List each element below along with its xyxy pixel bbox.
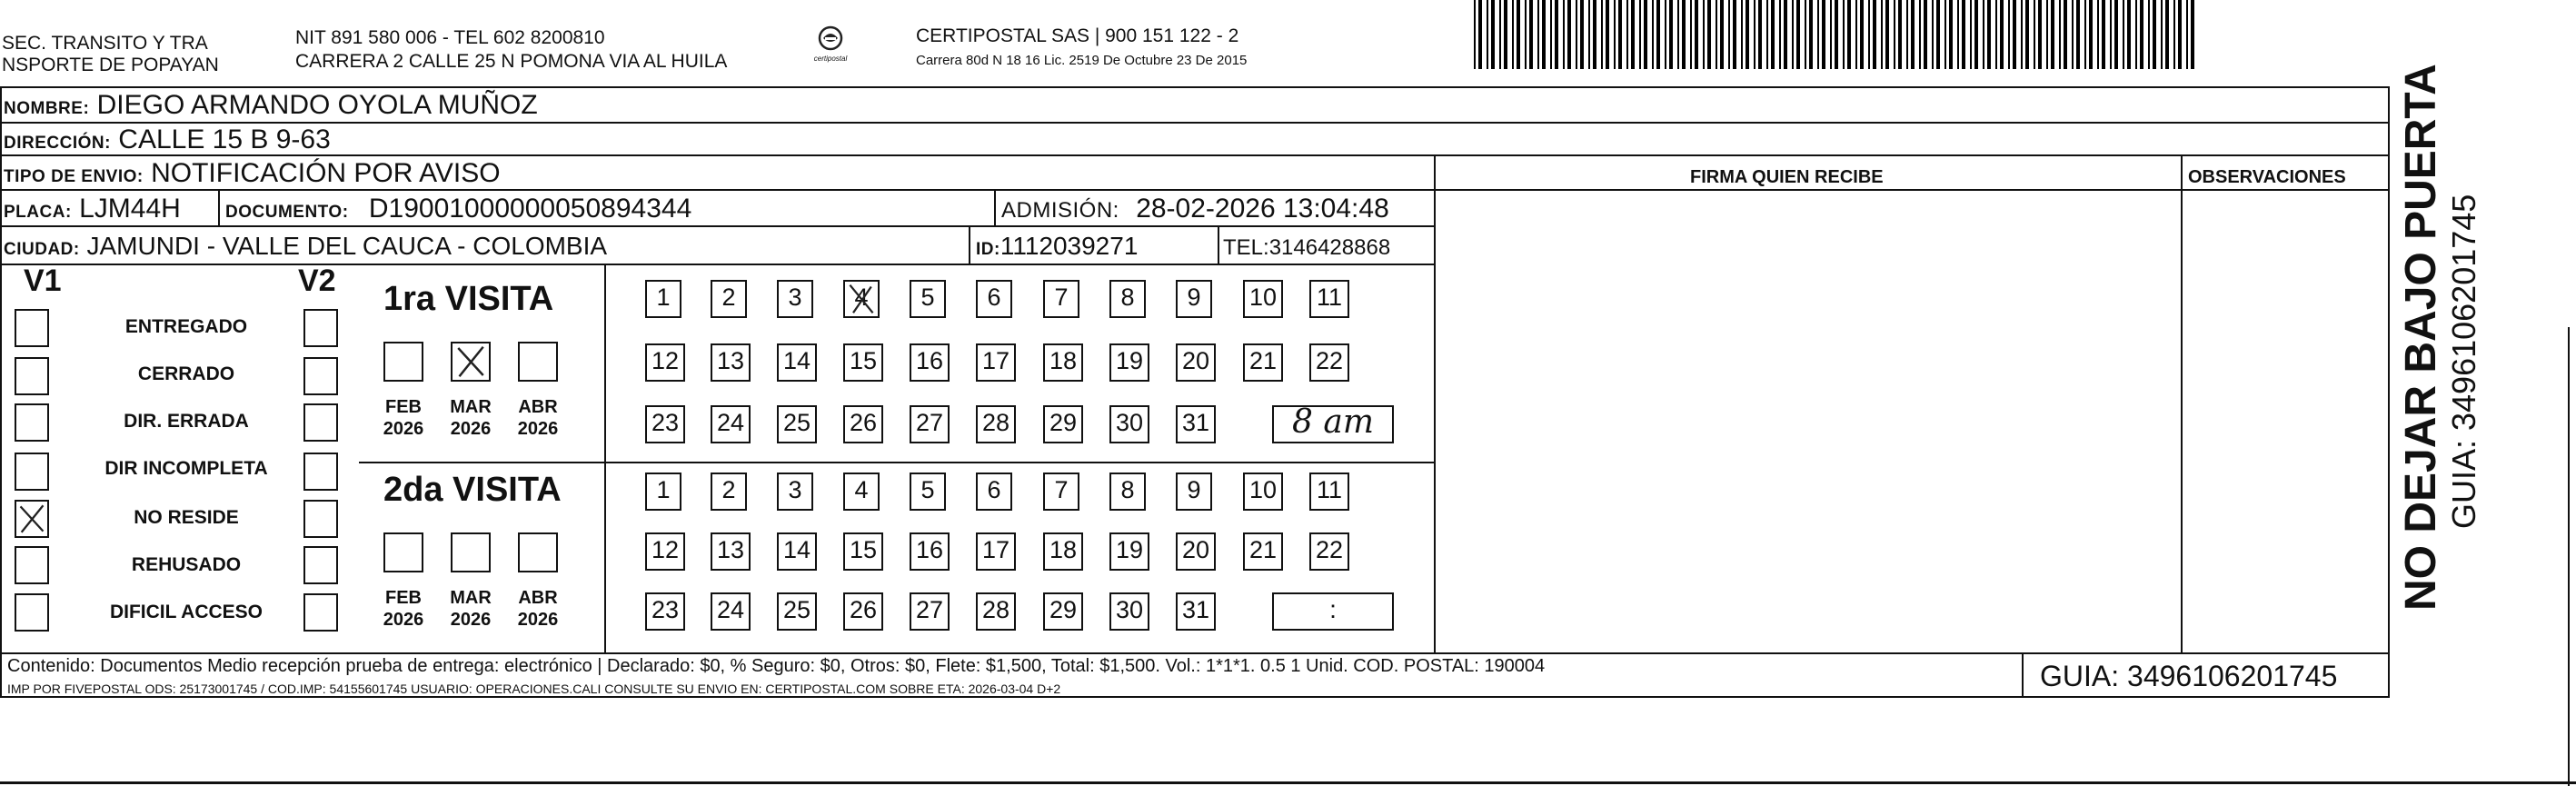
city-field [4, 231, 607, 265]
v2-label: V2 [298, 264, 336, 298]
visit-1-day-25[interactable]: 25 [777, 405, 817, 443]
documento-label: DOCUMENTO: [225, 203, 349, 222]
v2-checkbox-dificil-acceso[interactable] [303, 593, 338, 632]
visit-1-day-6[interactable]: 6 [976, 280, 1012, 318]
visit-2-day-5[interactable]: 5 [910, 473, 946, 511]
visit-2-day-18[interactable]: 18 [1043, 532, 1083, 571]
visit-2-day-15[interactable]: 15 [843, 532, 883, 571]
id-label: ID: [976, 240, 1000, 259]
visit-2-month-label: ABR 2026 [517, 588, 559, 630]
visit-1-day-9[interactable]: 9 [1176, 280, 1212, 318]
id-field [976, 231, 1138, 265]
visit-2-day-13[interactable]: 13 [711, 532, 751, 571]
document-number: D19001000000050894344 [368, 194, 692, 224]
visit-2-month-checkbox-abr[interactable] [518, 532, 558, 572]
visit-1-day-28[interactable]: 28 [976, 405, 1016, 443]
visit-1-day-29[interactable]: 29 [1043, 405, 1083, 443]
visit-1-day-11[interactable]: 11 [1309, 280, 1349, 318]
recipient-address: CALLE 15 B 9-63 [118, 124, 331, 154]
visit-1-month-label: MAR 2026 [450, 397, 492, 439]
visit-2-day-3[interactable]: 3 [777, 473, 813, 511]
visit-1-day-8[interactable]: 8 [1109, 280, 1146, 318]
visit-2-day-25[interactable]: 25 [777, 592, 817, 631]
shipment-type: NOTIFICACIÓN POR AVISO [151, 158, 501, 188]
visit-2-day-6[interactable]: 6 [976, 473, 1012, 511]
v1-label: V1 [24, 264, 62, 298]
visit-1-day-27[interactable]: 27 [910, 405, 950, 443]
visit-1-day-10[interactable]: 10 [1243, 280, 1283, 318]
company-address: Carrera 80d N 18 16 Lic. 2519 De Octubre 23 De 2015 [916, 53, 1248, 68]
city: JAMUNDI - VALLE DEL CAUCA - COLOMBIA [86, 232, 608, 260]
footer-guia: GUIA: 3496106201745 [2040, 660, 2338, 692]
visit-2-day-2[interactable]: 2 [711, 473, 747, 511]
visit-1-title: 1ra VISITA [383, 280, 554, 318]
footer-print-line: IMP POR FIVEPOSTAL ODS: 25173001745 / COD.IMP: 54155601745 USUARIO: OPERACIONES.CALI CONSULTE SU ENVIO EN: CERTIPOSTAL.COM SOBRE ETA: 2026-03-04 D+2 [7, 682, 1061, 696]
visit-2-day-23[interactable]: 23 [645, 592, 685, 631]
visit-2-day-8[interactable]: 8 [1109, 473, 1146, 511]
barcode [1472, 0, 2208, 73]
visit-1-month-checkbox-mar[interactable] [451, 342, 491, 382]
visit-1-day-22[interactable]: 22 [1309, 343, 1349, 382]
v1-checkbox-dificil-acceso[interactable] [15, 593, 49, 632]
visit-2-day-17[interactable]: 17 [976, 532, 1016, 571]
sender-name-line1: SEC. TRANSITO Y TRA [2, 33, 208, 54]
status-option-label: ENTREGADO [124, 316, 248, 337]
visit-1-day-15[interactable]: 15 [843, 343, 883, 382]
v1-checkbox-dir-errada[interactable] [15, 403, 49, 442]
visit-1-day-21[interactable]: 21 [1243, 343, 1283, 382]
v1-checkbox-rehusado[interactable] [15, 546, 49, 584]
tel-label: TEL: [1223, 235, 1269, 260]
visit-2-day-30[interactable]: 30 [1109, 592, 1149, 631]
visit-1-day-14[interactable]: 14 [777, 343, 817, 382]
visit-1-day-12[interactable]: 12 [645, 343, 685, 382]
visit-2-day-14[interactable]: 14 [777, 532, 817, 571]
document-field [225, 194, 691, 228]
ciudad-label: CIUDAD: [4, 240, 80, 259]
visit-1-day-13[interactable]: 13 [711, 343, 751, 382]
visit-2-day-7[interactable]: 7 [1043, 473, 1079, 511]
recipient-name-field [4, 90, 538, 124]
visit-1-day-5[interactable]: 5 [910, 280, 946, 318]
visit-1-day-16[interactable]: 16 [910, 343, 950, 382]
status-option-label: DIR. ERRADA [124, 411, 249, 432]
firma-label: FIRMA QUIEN RECIBE [1690, 167, 1884, 187]
visit-2-day-12[interactable]: 12 [645, 532, 685, 571]
admission-field [1001, 194, 1389, 226]
sender-nit: NIT 891 580 006 - TEL 602 8200810 [295, 27, 605, 48]
visit-2-day-21[interactable]: 21 [1243, 532, 1283, 571]
visit-2-day-27[interactable]: 27 [910, 592, 950, 631]
visit-1-day-4[interactable]: 4 [843, 280, 880, 318]
recipient-id: 1112039271 [1000, 232, 1139, 260]
admision-label: ADMISIÓN: [1001, 198, 1119, 223]
v2-checkbox-dir-incompleta[interactable] [303, 453, 338, 491]
recipient-name: DIEGO ARMANDO OYOLA MUÑOZ [96, 90, 538, 120]
company-line: CERTIPOSTAL SAS | 900 151 122 - 2 [916, 25, 1239, 46]
visit-2-month-label: MAR 2026 [450, 588, 492, 630]
visit-2-day-19[interactable]: 19 [1109, 532, 1149, 571]
v1-checkbox-entregado[interactable] [15, 309, 49, 347]
visit-1-day-7[interactable]: 7 [1043, 280, 1079, 318]
visit-2-day-11[interactable]: 11 [1309, 473, 1349, 511]
tel-field [1223, 233, 1390, 264]
visit-1-month-checkbox-abr[interactable] [518, 342, 558, 382]
direccion-label: DIRECCIÓN: [4, 134, 111, 153]
visit-1-day-2[interactable]: 2 [711, 280, 747, 318]
visit-2-day-4[interactable]: 4 [843, 473, 880, 511]
visit-1-day-3[interactable]: 3 [777, 280, 813, 318]
visit-2-time-box[interactable]: : [1272, 592, 1394, 631]
visit-2-day-10[interactable]: 10 [1243, 473, 1283, 511]
admission-datetime: 28-02-2026 13:04:48 [1136, 194, 1389, 224]
status-option-label: REHUSADO [131, 554, 242, 575]
visit-2-day-26[interactable]: 26 [843, 592, 883, 631]
v2-checkbox-no-reside[interactable] [303, 500, 338, 538]
status-option-label: DIR INCOMPLETA [104, 458, 268, 479]
visit-2-day-22[interactable]: 22 [1309, 532, 1349, 571]
side-warning: NO DEJAR BAJO PUERTA [2397, 64, 2445, 611]
placa-label: PLACA: [4, 203, 72, 222]
status-option-label: DIFICIL ACCESO [109, 602, 263, 622]
v2-checkbox-cerrado[interactable] [303, 357, 338, 395]
visit-2-day-1[interactable]: 1 [645, 473, 681, 511]
visit-2-day-24[interactable]: 24 [711, 592, 751, 631]
v2-checkbox-rehusado[interactable] [303, 546, 338, 584]
visit-2-day-28[interactable]: 28 [976, 592, 1016, 631]
observaciones-label: OBSERVACIONES [2188, 167, 2346, 187]
visit-1-day-19[interactable]: 19 [1109, 343, 1149, 382]
plate: LJM44H [79, 194, 181, 224]
visit-1-time-box[interactable]: 8 am [1272, 405, 1394, 443]
visit-1-day-20[interactable]: 20 [1176, 343, 1216, 382]
visit-2-day-20[interactable]: 20 [1176, 532, 1216, 571]
shipment-type-field [4, 158, 501, 193]
status-option-label: NO RESIDE [134, 507, 239, 528]
nombre-label: NOMBRE: [4, 99, 90, 118]
visit-1-day-26[interactable]: 26 [843, 405, 883, 443]
visit-2-day-9[interactable]: 9 [1176, 473, 1212, 511]
visit-1-day-1[interactable]: 1 [645, 280, 681, 318]
visit-2-day-29[interactable]: 29 [1043, 592, 1083, 631]
visit-1-month-checkbox-feb[interactable] [383, 342, 423, 382]
visit-2-title: 2da VISITA [383, 471, 562, 509]
side-guia: GUIA: 3496106201745 [2445, 194, 2482, 529]
sender-name-line2: NSPORTE DE POPAYAN [2, 55, 219, 75]
visit-2-day-31[interactable]: 31 [1176, 592, 1216, 631]
visit-1-day-23[interactable]: 23 [645, 405, 685, 443]
footer-content-line: Contenido: Documentos Medio recepción prueba de entrega: electrónico | Declarado: $0, % Seguro: $0, Otros: $0, Flete: $1,500, Total: $1,500. Vol.: 1*1*1. 0.5 1 Unid. COD. POSTAL: 190004 [7, 656, 1546, 676]
visit-2-month-checkbox-mar[interactable] [451, 532, 491, 572]
recipient-tel: 3146428868 [1268, 235, 1391, 260]
tipo-label: TIPO DE ENVIO: [4, 167, 144, 186]
visit-1-month-label: FEB 2026 [383, 397, 424, 439]
visit-2-month-checkbox-feb[interactable] [383, 532, 423, 572]
visit-1-day-18[interactable]: 18 [1043, 343, 1083, 382]
visit-1-day-30[interactable]: 30 [1109, 405, 1149, 443]
visit-1-day-24[interactable]: 24 [711, 405, 751, 443]
visit-2-day-16[interactable]: 16 [910, 532, 950, 571]
status-option-label: CERRADO [137, 363, 235, 384]
visit-1-month-label: ABR 2026 [517, 397, 559, 439]
v2-checkbox-entregado[interactable] [303, 309, 338, 347]
v1-checkbox-cerrado[interactable] [15, 357, 49, 395]
visit-1-day-31[interactable]: 31 [1176, 405, 1216, 443]
visit-2-month-label: FEB 2026 [383, 588, 424, 630]
visit-1-day-17[interactable]: 17 [976, 343, 1016, 382]
recipient-address-field [4, 124, 331, 159]
logo-text: certipostal [813, 55, 848, 63]
v1-checkbox-dir-incompleta[interactable] [15, 453, 49, 491]
certipostal-logo-icon [800, 24, 861, 69]
v2-checkbox-dir-errada[interactable] [303, 403, 338, 442]
v1-checkbox-no-reside[interactable] [15, 500, 49, 538]
plate-field [4, 194, 181, 228]
sender-address: CARRERA 2 CALLE 25 N POMONA VIA AL HUILA [295, 51, 728, 72]
